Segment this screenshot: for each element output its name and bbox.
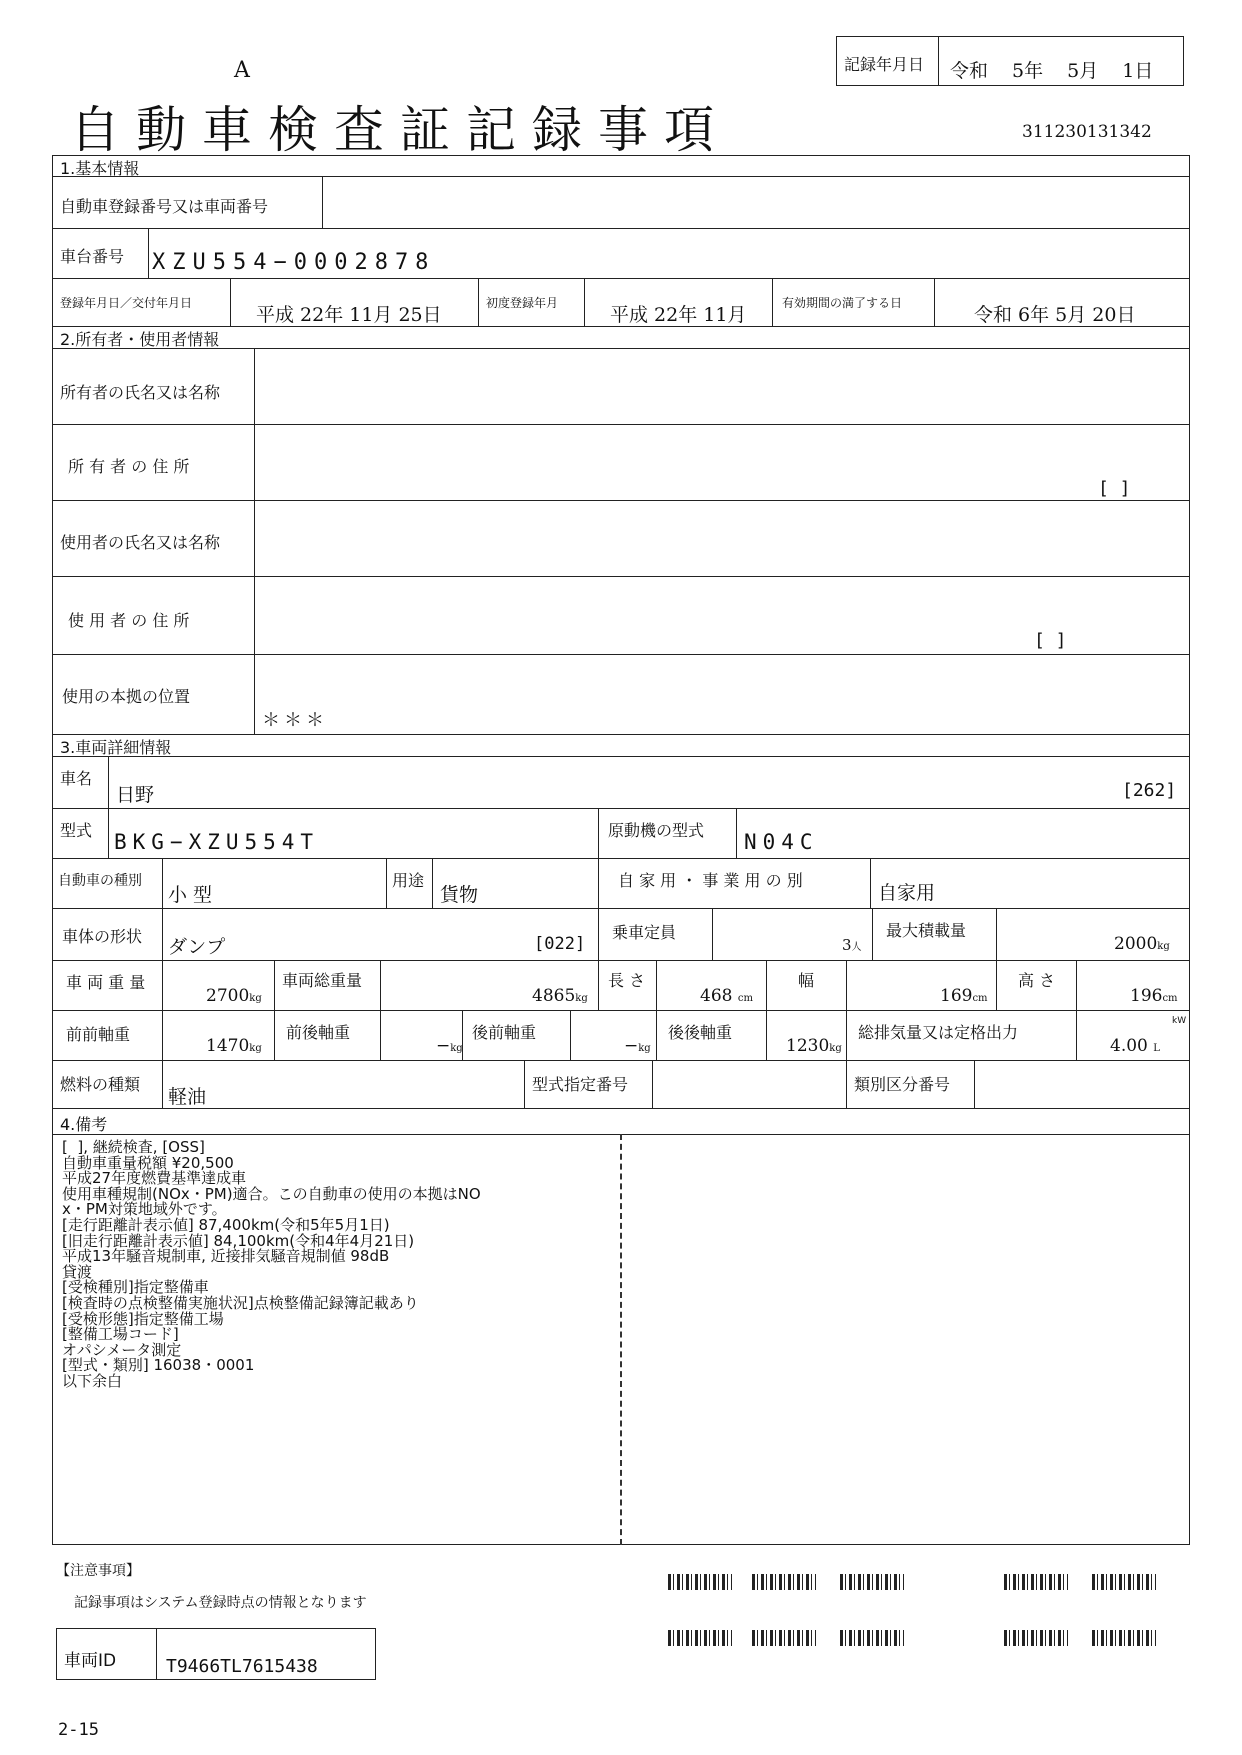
remarks-text xyxy=(62,1140,481,1390)
vehicle-type-value: 小 型 xyxy=(168,884,213,906)
length-label: 長 さ xyxy=(608,971,646,990)
barcode-icon xyxy=(1004,1574,1068,1590)
category-label: 類別区分番号 xyxy=(854,1075,951,1094)
displacement-unit-l: L xyxy=(1153,1043,1160,1054)
height-value: 196 xyxy=(1130,986,1163,1006)
barcode-icon xyxy=(1004,1630,1068,1646)
remarks-line: [走行距離計表示値] 87,400km(令和5年5月1日) xyxy=(62,1215,390,1234)
rear-rear-axle-value: 1230 xyxy=(786,1036,830,1056)
max-load-value: 2000 xyxy=(1114,934,1158,954)
remarks-line: オパシメータ測定 xyxy=(62,1340,182,1359)
barcode-icon xyxy=(752,1630,816,1646)
barcode-icon xyxy=(752,1574,816,1590)
weight-value: 2700 xyxy=(206,986,250,1006)
fuel-value: 軽油 xyxy=(168,1086,207,1108)
barcode-icon xyxy=(1092,1630,1156,1646)
front-rear-axle-readout xyxy=(436,1036,463,1056)
front-rear-axle-value: − xyxy=(436,1036,451,1056)
body-shape-label: 車体の形状 xyxy=(62,927,143,946)
owner-address-bracket: [ ] xyxy=(1098,478,1131,499)
remarks-line: 平成27年度燃費基準達成車 xyxy=(62,1169,247,1188)
vehicle-name-value: 日野 xyxy=(116,784,155,806)
page-code: 2-15 xyxy=(58,1720,99,1740)
private-business-label: 自 家 用 ・ 事 業 用 の 別 xyxy=(618,871,803,890)
barcode-icon xyxy=(840,1630,904,1646)
record-date-value: 令和 5年 5月 1日 xyxy=(950,60,1154,82)
caution-text: 記録事項はシステム登録時点の情報となります xyxy=(74,1595,367,1611)
engine-label: 原動機の型式 xyxy=(608,821,705,840)
base-location-label: 使用の本拠の位置 xyxy=(62,687,191,706)
vehicle-name-label: 車名 xyxy=(60,769,93,788)
capacity-unit: 人 xyxy=(851,942,862,953)
gross-weight-value: 4865 xyxy=(532,986,576,1006)
remarks-line: [ ], 継続検査, [OSS] xyxy=(62,1138,205,1156)
reg-date-value: 平成 22年 11月 25日 xyxy=(256,304,442,326)
expiry-value: 令和 6年 5月 20日 xyxy=(974,304,1136,326)
front-front-axle-label: 前前軸重 xyxy=(66,1025,131,1044)
fuel-label: 燃料の種類 xyxy=(60,1075,141,1094)
length-value: 468 xyxy=(700,986,733,1006)
remarks-line: 平成13年騒音規制車, 近接排気騒音規制値 98dB xyxy=(62,1247,390,1266)
usage-label: 用途 xyxy=(392,871,425,890)
front-rear-axle-label: 前後軸重 xyxy=(286,1023,351,1042)
body-shape-code: [022] xyxy=(534,934,586,954)
rear-front-axle-readout xyxy=(624,1036,651,1056)
gross-weight-readout xyxy=(532,986,588,1006)
vehicle-type-label: 自動車の種別 xyxy=(58,873,142,889)
document-number: 311230131342 xyxy=(1022,122,1152,142)
max-load-readout xyxy=(1114,934,1170,954)
section-basic-heading: 1.基本情報 xyxy=(60,159,140,178)
weight-unit: kg xyxy=(249,993,262,1004)
owner-address-label: 所 有 者 の 住 所 xyxy=(68,457,190,476)
barcode-icon xyxy=(668,1574,732,1590)
vehicle-name-code: [262] xyxy=(1122,780,1177,801)
section-owner-heading: 2.所有者・使用者情報 xyxy=(60,330,220,349)
width-label: 幅 xyxy=(798,971,815,990)
section-remarks-heading: 4.備考 xyxy=(60,1115,108,1134)
remarks-line: 自動車重量税額 ¥20,500 xyxy=(62,1153,234,1172)
capacity-readout xyxy=(842,936,862,954)
capacity-value: 3 xyxy=(842,936,852,954)
chassis-label: 車台番号 xyxy=(60,247,125,266)
max-load-label: 最大積載量 xyxy=(886,921,967,940)
height-readout xyxy=(1130,986,1178,1006)
reg-date-label: 登録年月日／交付年月日 xyxy=(60,296,193,310)
first-reg-label: 初度登録年月 xyxy=(486,296,559,310)
front-rear-axle-unit: kg xyxy=(450,1043,463,1054)
user-name-label: 使用者の氏名又は名称 xyxy=(60,533,221,552)
version-letter: A xyxy=(234,58,250,83)
remarks-line: [型式・類別] 16038・0001 xyxy=(62,1356,255,1375)
rear-rear-axle-label: 後後軸重 xyxy=(668,1023,733,1042)
max-load-unit: kg xyxy=(1157,941,1170,952)
capacity-label: 乗車定員 xyxy=(612,923,677,942)
rear-rear-axle-readout xyxy=(786,1036,842,1056)
displacement-value: 4.00 xyxy=(1110,1036,1148,1056)
remarks-line: 以下余白 xyxy=(62,1371,123,1390)
remarks-line: x・PM対策地域外です。 xyxy=(62,1200,227,1219)
vehicle-id-value: T9466TL7615438 xyxy=(166,1656,318,1677)
private-business-value: 自家用 xyxy=(878,882,936,904)
remarks-line: [整備工場コード] xyxy=(62,1325,179,1344)
displacement-unit-kw: kW xyxy=(1172,1016,1187,1026)
barcode-icon xyxy=(840,1574,904,1590)
remarks-line: [受検種別]指定整備車 xyxy=(62,1278,209,1297)
weight-readout xyxy=(206,986,262,1006)
model-value: BKG−XZU554T xyxy=(114,830,320,854)
user-address-label: 使 用 者 の 住 所 xyxy=(68,611,190,630)
height-unit: cm xyxy=(1162,993,1178,1004)
designation-label: 型式指定番号 xyxy=(532,1075,629,1094)
body-shape-value: ダンプ xyxy=(168,936,226,958)
reg-number-label: 自動車登録番号又は車両番号 xyxy=(60,197,269,216)
barcode-icon xyxy=(1092,1574,1156,1590)
gross-weight-label: 車両総重量 xyxy=(282,971,363,990)
barcode-icon xyxy=(668,1630,732,1646)
front-front-axle-value: 1470 xyxy=(206,1036,250,1056)
width-unit: cm xyxy=(972,993,988,1004)
remarks-line: [検査時の点検整備実施状況]点検整備記録簿記載あり xyxy=(62,1293,419,1312)
rear-front-axle-value: − xyxy=(624,1036,639,1056)
remarks-line: 貸渡 xyxy=(62,1262,93,1281)
rear-front-axle-label: 後前軸重 xyxy=(472,1023,537,1042)
length-readout xyxy=(700,986,753,1006)
remarks-line: [受検形態]指定整備工場 xyxy=(62,1309,224,1328)
displacement-label: 総排気量又は定格出力 xyxy=(858,1023,1019,1042)
base-location-value: ＊＊＊ xyxy=(262,710,328,731)
width-readout xyxy=(940,986,988,1006)
record-date-label: 記録年月日 xyxy=(844,55,925,74)
rear-rear-axle-unit: kg xyxy=(829,1043,842,1054)
remarks-line: 使用車種規制(NOx・PM)適合。この自動車の使用の本拠はNO xyxy=(62,1184,481,1203)
caution-heading: 【注意事項】 xyxy=(56,1563,140,1579)
weight-label: 車 両 重 量 xyxy=(66,973,146,992)
rear-front-axle-unit: kg xyxy=(638,1043,651,1054)
width-value: 169 xyxy=(940,986,973,1006)
usage-value: 貨物 xyxy=(440,884,479,906)
gross-weight-unit: kg xyxy=(575,993,588,1004)
front-front-axle-unit: kg xyxy=(249,1043,262,1054)
chassis-value: XZU554−0002878 xyxy=(152,250,436,275)
length-unit: cm xyxy=(737,993,753,1004)
first-reg-value: 平成 22年 11月 xyxy=(610,304,747,326)
displacement-readout xyxy=(1110,1036,1160,1056)
document-title: 自動車検査証記録事項 xyxy=(70,101,730,159)
section-vehicle-heading: 3.車両詳細情報 xyxy=(60,738,172,757)
front-front-axle-readout xyxy=(206,1036,262,1056)
model-label: 型式 xyxy=(60,821,93,840)
user-address-bracket: [ ] xyxy=(1034,630,1067,651)
vehicle-id-label: 車両ID xyxy=(64,1651,117,1671)
engine-value: N04C xyxy=(744,830,819,854)
expiry-label: 有効期間の満了する日 xyxy=(782,296,903,310)
owner-name-label: 所有者の氏名又は名称 xyxy=(60,383,221,402)
height-label: 高 さ xyxy=(1018,971,1056,990)
remarks-divider xyxy=(620,1134,622,1545)
remarks-line: [旧走行距離計表示値] 84,100km(令和4年4月21日) xyxy=(62,1231,415,1250)
